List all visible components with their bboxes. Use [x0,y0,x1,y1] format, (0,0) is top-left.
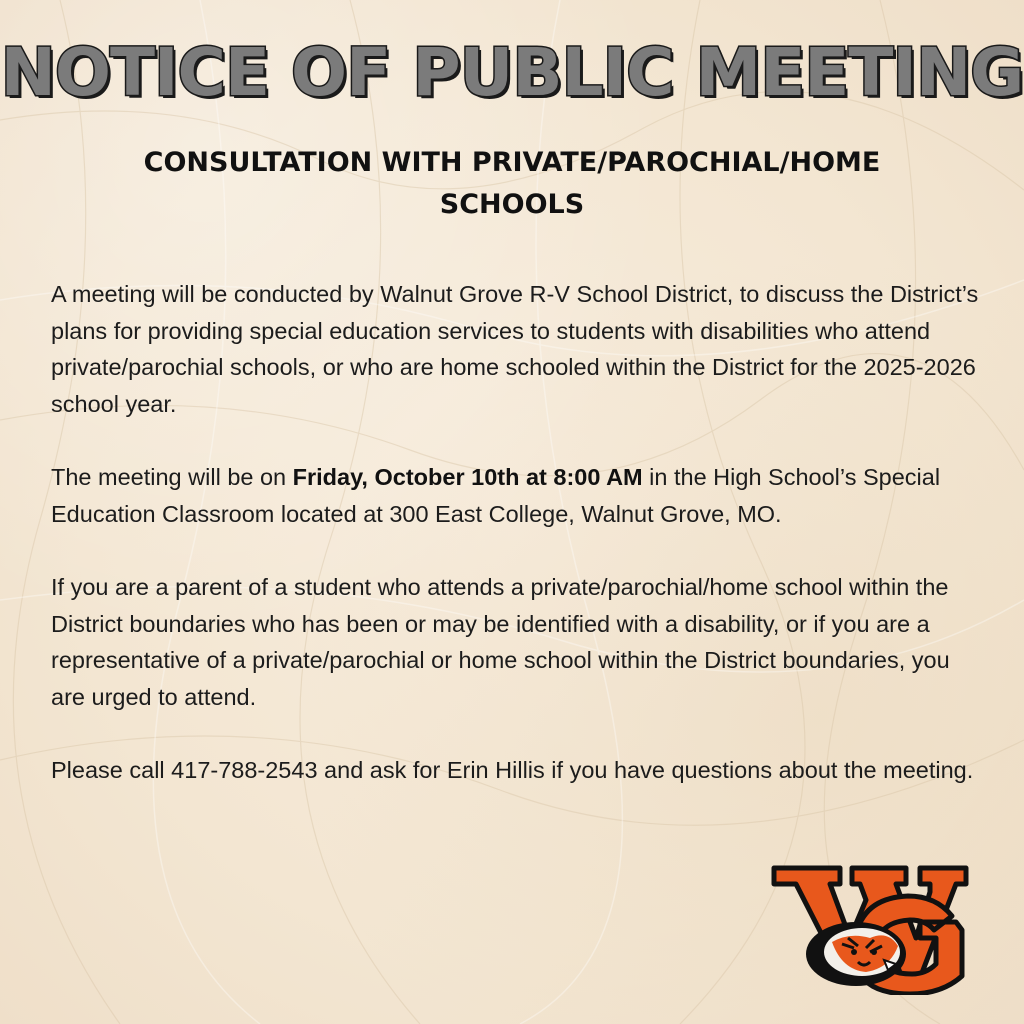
notice-body [51,276,981,826]
meeting-location-text: in the High School’s Special Education Classroom located at 300 East College, Walnut Grove, MO. [51,464,941,527]
paragraph-purpose: A meeting will be conducted by Walnut Grove R-V School District, to discuss the District’s plans for providing special education services to students with disabilities who attend private/parochial schools, or who are home schooled within the District for the 2025-2026 school year. [51,281,979,417]
walnut-grove-logo [770,860,970,995]
paragraph-contact: Please call 417-788-2543 and ask for Erin Hillis if you have questions about the meeting. [51,757,974,783]
paragraph-meeting-details [51,459,981,532]
meeting-intro-text: The meeting will be on [51,464,293,490]
meeting-date-time: Friday, October 10th at 8:00 AM [292,464,643,490]
subtitle: CONSULTATION WITH PRIVATE/PAROCHIAL/HOME SCHOOLS [143,147,881,220]
page-title: NOTICE OF PUBLIC MEETING [0,34,1024,111]
paragraph-audience: If you are a parent of a student who attends a private/parochial/home school within the District boundaries who has been or may be identified with a disability, or if you are a representative of a private/parochial or home school within the District boundaries, you are urged to attend. [51,574,950,710]
